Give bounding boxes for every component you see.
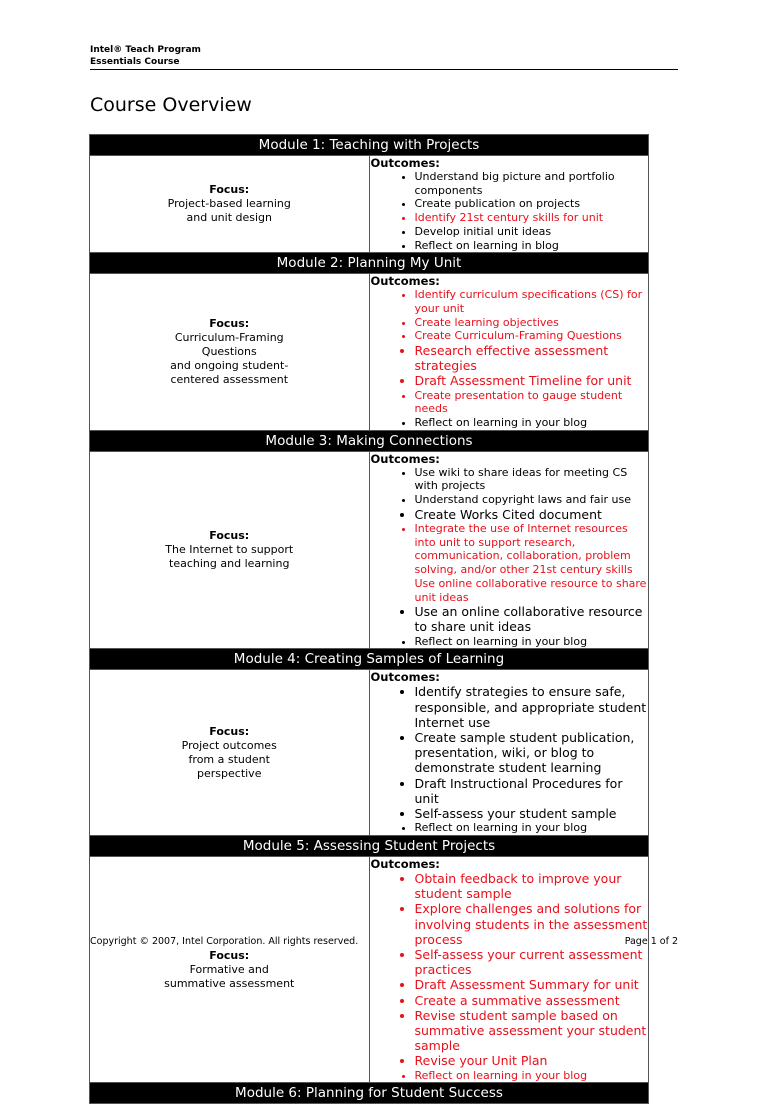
outcomes-cell xyxy=(369,670,649,836)
outcome-item: • Integrate the use of Internet resources into unit to support research, communication, collaboration, problem solving, and/or other 21st century skills Use online collaborative resource to share unit ideas xyxy=(415,522,649,604)
focus-text: from a student xyxy=(188,752,270,766)
outcomes-label: Outcomes: xyxy=(370,451,440,466)
outcome-item: • Use wiki to share ideas for meeting CS with projects xyxy=(415,466,649,493)
focus-text: and ongoing student- xyxy=(170,358,289,372)
outcome-item: • Identify curriculum specifications (CS) for your unit xyxy=(415,288,649,315)
module-header-row xyxy=(90,649,649,670)
outcomes-cell xyxy=(369,274,649,431)
outcome-item: • Create sample student publication, presentation, wiki, or blog to demonstrate student learning xyxy=(415,730,649,776)
outcomes-cell xyxy=(369,451,649,649)
focus-text: Project outcomes xyxy=(181,738,277,752)
outcome-item: • Create publication on projects xyxy=(415,197,649,211)
module-header-row xyxy=(90,1083,649,1104)
module-content-row xyxy=(90,670,649,836)
outcomes-list xyxy=(371,170,649,252)
document-header xyxy=(90,44,678,70)
outcome-item: • Reflect on learning in your blog xyxy=(415,1069,649,1083)
outcome-item: • Create Curriculum-Framing Questions xyxy=(415,329,649,343)
focus-text: Questions xyxy=(201,344,257,358)
program-name: Intel® Teach Program xyxy=(90,45,201,55)
outcome-item: • Reflect on learning in your blog xyxy=(415,635,649,649)
outcomes-label: Outcomes: xyxy=(370,274,440,289)
focus-text: centered assessment xyxy=(170,372,289,386)
outcomes-list xyxy=(371,684,649,835)
outcome-item: • Obtain feedback to improve your student sample xyxy=(415,871,649,901)
outcome-item: • Create presentation to gauge student needs xyxy=(415,389,649,416)
outcome-item: • Revise student sample based on summative assessment your student sample xyxy=(415,1008,649,1054)
focus-label: Focus: xyxy=(209,724,250,738)
outcome-item: • Reflect on learning in your blog xyxy=(415,416,649,430)
page-number: Page 1 of 2 xyxy=(624,936,678,947)
copyright-notice: Copyright © 2007, Intel Corporation. All rights reserved. xyxy=(90,936,359,947)
course-overview-table xyxy=(89,134,649,1104)
focus-text: teaching and learning xyxy=(169,557,290,571)
outcome-item: • Draft Instructional Procedures for unit xyxy=(415,776,649,806)
outcome-item: • Create a summative assessment xyxy=(415,993,649,1008)
outcomes-cell xyxy=(369,156,649,253)
focus-text: Curriculum-Framing xyxy=(174,330,284,344)
module-header-row xyxy=(90,135,649,156)
outcomes-list xyxy=(371,871,649,1082)
focus-text: The Internet to support xyxy=(165,543,294,557)
outcome-item: • Self-assess your current assessment practices xyxy=(415,947,649,977)
focus-text: perspective xyxy=(197,766,262,780)
outcomes-list xyxy=(371,466,649,649)
outcomes-label: Outcomes: xyxy=(370,156,440,170)
module-content-row xyxy=(90,156,649,253)
module-header-row xyxy=(90,430,649,451)
outcome-item: • Self-assess your student sample xyxy=(415,806,649,821)
outcome-item: • Develop initial unit ideas xyxy=(415,225,649,239)
outcome-item: • Reflect on learning in blog xyxy=(415,239,649,253)
module-title: Module 6: Planning for Student Success xyxy=(90,1083,649,1104)
module-content-row xyxy=(90,451,649,649)
module-title: Module 4: Creating Samples of Learning xyxy=(90,649,649,670)
outcome-item: • Use an online collaborative resource to share unit ideas xyxy=(415,604,649,634)
module-content-row xyxy=(90,274,649,431)
module-content-row xyxy=(90,856,649,1082)
outcome-item: • Identify strategies to ensure safe, responsible, and appropriate student Internet use xyxy=(415,684,649,730)
outcome-item: • Reflect on learning in your blog xyxy=(415,821,649,835)
module-title: Module 2: Planning My Unit xyxy=(90,253,649,274)
page-title: Course Overview xyxy=(90,94,252,116)
course-name: Essentials Course xyxy=(90,57,180,67)
focus-label: Focus: xyxy=(209,316,250,330)
outcome-item: • Identify 21st century skills for unit xyxy=(415,211,649,225)
module-header-row xyxy=(90,835,649,856)
focus-text: Formative and xyxy=(189,962,269,976)
outcomes-label: Outcomes: xyxy=(370,856,440,871)
focus-cell xyxy=(90,451,370,649)
module-title: Module 5: Assessing Student Projects xyxy=(90,835,649,856)
outcome-item: • Create learning objectives xyxy=(415,316,649,330)
focus-cell xyxy=(90,274,370,431)
outcome-item: • Explore challenges and solutions for involving students in the assessment process xyxy=(415,901,649,947)
focus-text: summative assessment xyxy=(164,976,295,990)
outcome-item: • Revise your Unit Plan xyxy=(415,1053,649,1068)
outcome-item: • Understand copyright laws and fair use xyxy=(415,493,649,507)
module-title: Module 3: Making Connections xyxy=(90,430,649,451)
outcome-item: • Create Works Cited document xyxy=(415,507,649,522)
focus-cell xyxy=(90,156,370,253)
outcome-item: • Research effective assessment strategies xyxy=(415,343,649,373)
outcomes-cell xyxy=(369,856,649,1082)
outcome-item: • Draft Assessment Summary for unit xyxy=(415,977,649,992)
focus-label: Focus: xyxy=(209,529,250,543)
focus-label: Focus: xyxy=(209,948,250,962)
focus-label: Focus: xyxy=(209,183,250,197)
focus-cell xyxy=(90,670,370,836)
module-header-row xyxy=(90,253,649,274)
focus-cell xyxy=(90,856,370,1082)
outcomes-label: Outcomes: xyxy=(370,670,440,685)
outcome-item: • Understand big picture and portfolio components xyxy=(415,170,649,197)
focus-text: Project-based learning xyxy=(167,197,291,211)
outcome-item: • Draft Assessment Timeline for unit xyxy=(415,373,649,388)
module-title: Module 1: Teaching with Projects xyxy=(90,135,649,156)
outcomes-list xyxy=(371,288,649,430)
focus-text: and unit design xyxy=(186,211,272,225)
